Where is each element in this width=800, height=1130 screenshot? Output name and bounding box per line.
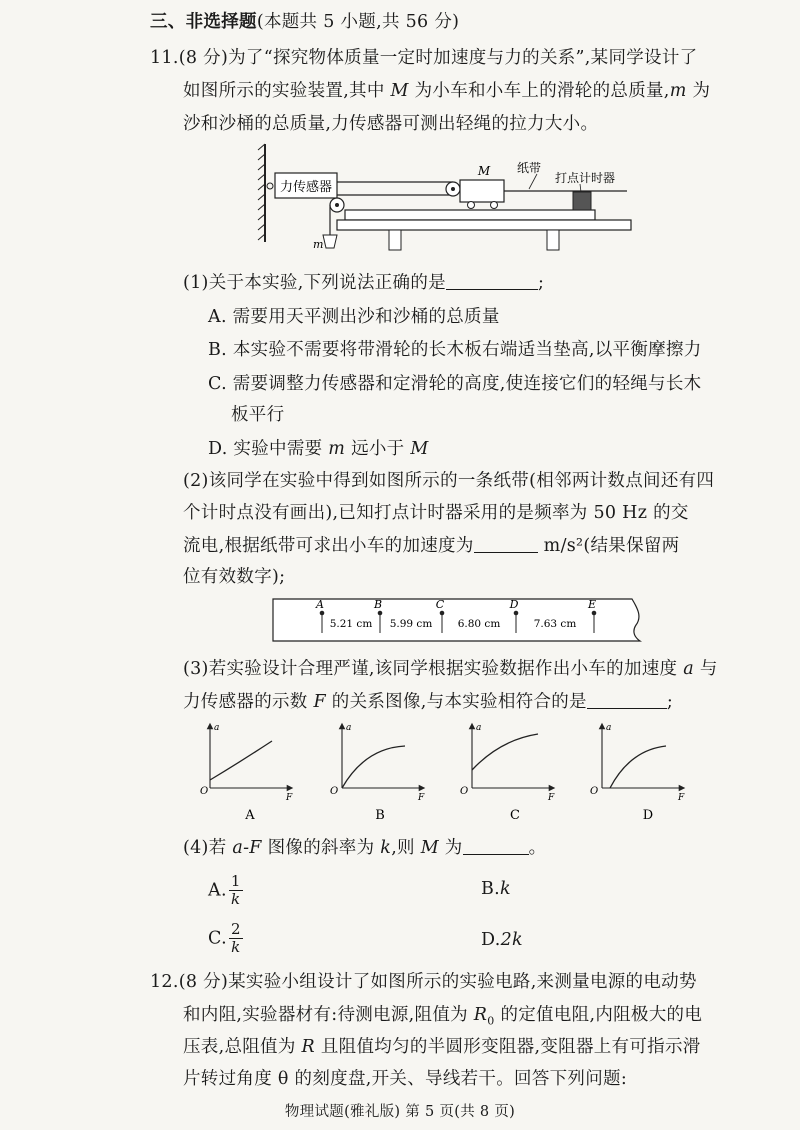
svg-text:a: a (214, 723, 220, 733)
page-footer: 物理试题(雅礼版) 第 5 页(共 8 页) (284, 1104, 516, 1120)
q11-part2-line2: 个计时点没有画出),已知打点计时器采用的是频率为 50 Hz 的交 (183, 503, 689, 523)
tape-label: 纸带 (517, 161, 542, 175)
q12-stem-line1: 12.(8 分)某实验小组设计了如图所示的实验电路,来测量电源的电动势 (150, 972, 697, 992)
cart-wheel-left (468, 202, 475, 209)
graph-c-curve (472, 734, 538, 770)
q12-score: (8 分) (178, 972, 229, 992)
graph-a (200, 723, 293, 823)
tape-seg-de: 7.63 cm (533, 618, 577, 630)
svg-text:a: a (346, 723, 352, 733)
graph-a-label: A (245, 808, 255, 823)
tape-point-e (592, 611, 597, 616)
tape-point-c (440, 611, 445, 616)
q11-part1: (1)关于本实验,下列说法正确的是 ; (183, 273, 545, 293)
sand-bucket (323, 235, 337, 248)
svg-text:F: F (286, 793, 293, 803)
graph-d-curve (610, 746, 666, 788)
graph-b-label: B (375, 808, 385, 823)
graph-d (590, 723, 685, 823)
tape-label-a: A (316, 598, 324, 611)
svg-text:a: a (606, 723, 612, 733)
tape-label-d: D (509, 598, 519, 611)
svg-text:O: O (330, 786, 339, 797)
q11-part2-line3: 流电,根据纸带可求出小车的加速度为 m/s²(结果保留两 (183, 536, 680, 556)
q11-stem-line1 (150, 46, 697, 70)
q11-part2-line4: 位有效数字); (183, 567, 286, 587)
q11-part3-line2: 力传感器的示数 F 的关系图像,与本实验相符合的是 ; (183, 692, 674, 712)
svg-text:F: F (418, 793, 425, 803)
tape-label-b: B (373, 598, 383, 611)
section-title: 三、非选择题 (150, 12, 257, 32)
tape-seg-bc: 5.99 cm (389, 618, 433, 630)
timer-label: 打点计时器 (555, 171, 616, 185)
graph-c-label: C (510, 808, 520, 823)
tape-point-a (320, 611, 325, 616)
answer-blank-3 (587, 690, 667, 709)
q12-stem-line2: 和内阻,实验器材有:待测电源,阻值为 $R_0$ 的定值电阻,内阻极大的电 (183, 1005, 703, 1028)
graph-b (330, 723, 425, 823)
svg-text:O: O (460, 786, 469, 797)
q11-part4-option-a: A. $\frac{1}{k}$ (208, 872, 241, 908)
tape-label-e: E (587, 598, 597, 611)
q11-option-c: C. 需要调整力传感器和定滑轮的高度,使连接它们的轻绳与长木 (208, 374, 702, 394)
svg-text:O: O (200, 786, 209, 797)
long-board (337, 220, 631, 230)
q11-part3-line1: (3)若实验设计合理严谨,该同学根据实验数据作出小车的加速度 a 与 (183, 659, 718, 679)
tape-label-c: C (435, 598, 445, 611)
cart-wheel-right (491, 202, 498, 209)
q11-part4-option-d: D.2k (481, 930, 523, 950)
q11-number: 11. (150, 48, 179, 68)
graph-a-curve (210, 741, 272, 780)
section-heading (150, 10, 459, 34)
force-sensor-label: 力传感器 (279, 180, 333, 195)
bucket-label: m (313, 238, 324, 251)
paper-tape-figure (270, 595, 645, 645)
q11-option-a: A. 需要用天平测出沙和沙桶的总质量 (208, 307, 500, 327)
q11-stem-line2: 如图所示的实验装置,其中 M 为小车和小车上的滑轮的总质量,m 为 (183, 81, 711, 101)
svg-text:F: F (678, 793, 685, 803)
dot-timer (573, 192, 591, 210)
a-f-graphs (190, 718, 690, 826)
apparatus-figure (255, 142, 640, 260)
q12-stem-line3: 压表,总阻值为 R 且阻值均匀的半圆形变阻器,变阻器上有可指示滑 (183, 1037, 701, 1057)
q11-option-c-cont: 板平行 (231, 405, 285, 425)
wall-hook (267, 183, 273, 189)
board-leg-right (547, 230, 559, 250)
q11-part4-option-b: B.k (481, 879, 511, 899)
cart (460, 180, 504, 202)
svg-text:O: O (590, 786, 599, 797)
long-board-top (345, 210, 595, 220)
q11-option-b: B. 本实验不需要将带滑轮的长木板右端适当垫高,以平衡摩擦力 (208, 340, 702, 360)
answer-blank-4 (463, 836, 529, 855)
tape-outline (273, 599, 640, 641)
answer-blank-2 (474, 534, 538, 553)
tape-seg-ab: 5.21 cm (329, 618, 373, 630)
q11-part2-line1: (2)该同学在实验中得到如图所示的一条纸带(相邻两计数点间还有四 (183, 471, 715, 491)
graph-d-label: D (642, 808, 654, 823)
svg-text:a: a (476, 723, 482, 733)
wall-hatching (258, 144, 265, 240)
q11-part4-option-c: C. $\frac{2}{k}$ (208, 920, 241, 956)
cart-label: M (477, 164, 491, 178)
graph-b-curve (342, 746, 405, 788)
svg-text:F: F (548, 793, 555, 803)
section-note: (本题共 5 小题,共 56 分) (256, 12, 460, 32)
q11-part4: (4)若 a-F 图像的斜率为 k,则 M 为 。 (183, 838, 547, 858)
q12-number: 12. (150, 972, 179, 992)
board-leg-left (389, 230, 401, 250)
q11-score: (8 分) (178, 48, 229, 68)
tape-point-d (514, 611, 519, 616)
q11-option-d: D. 实验中需要 m 远小于 M (208, 439, 429, 459)
tape-point-b (378, 611, 383, 616)
graph-c (460, 723, 555, 823)
q11-stem-line3: 沙和沙桶的总质量,力传感器可测出轻绳的拉力大小。 (183, 114, 599, 134)
q12-stem-line4: 片转过角度 θ 的刻度盘,开关、导线若干。回答下列问题: (183, 1069, 628, 1089)
tape-seg-cd: 6.80 cm (457, 618, 501, 630)
q11-stem-text: 为了“探究物体质量一定时加速度与力的关系”,某同学设计了 (228, 48, 698, 68)
answer-blank-1 (446, 271, 538, 290)
